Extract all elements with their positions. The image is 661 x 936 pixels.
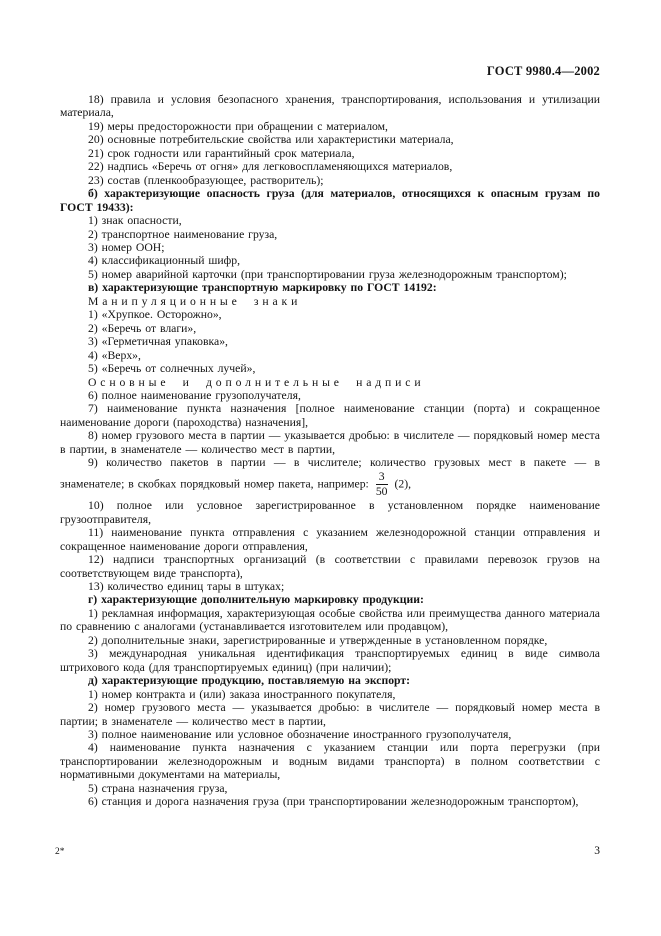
list-item: 8) номер грузового места в партии — указывается дробью: в числителе — порядковый номер места в партии, в знаменателе — количество мест в партии, bbox=[60, 429, 600, 456]
list-item-text: 9) количество пакетов в партии — в числителе; количество грузовых мест в пакете — в знаменателе; в скобках порядковый номер пакета, например: bbox=[60, 456, 600, 491]
list-item: 6) полное наименование грузополучателя, bbox=[88, 388, 301, 402]
list-item: 2) дополнительные знаки, зарегистрированные и утвержденные в установленном порядке, bbox=[88, 633, 548, 647]
list-item: 5) страна назначения груза, bbox=[88, 781, 228, 795]
fraction-denominator: 50 bbox=[375, 484, 388, 498]
list-item: 1) знак опасности, bbox=[88, 214, 182, 228]
list-heading: г) характеризующие дополнительную маркировку продукции: bbox=[88, 593, 424, 607]
fraction-numerator: 3 bbox=[376, 471, 388, 485]
list-item: 23) состав (пленкообразующее, растворитель); bbox=[88, 173, 324, 187]
list-item: 11) наименование пункта отправления с указанием железнодорожной станции отправления и сокращенное наименование дороги отправления, bbox=[60, 526, 600, 553]
list-heading: д) характеризующие продукцию, поставляемую на экспорт: bbox=[88, 674, 411, 688]
list-item: Манипуляционные знаки bbox=[88, 294, 302, 308]
list-item: 3) «Герметичная упаковка», bbox=[88, 335, 228, 349]
list-item: 6) станция и дорога назначения груза (при транспортировании железнодорожным транспортом), bbox=[88, 795, 579, 809]
list-item: 3) международная уникальная идентификация транспортируемых единиц в виде символа штрихового кода (для транспортируемых единиц) (при наличии); bbox=[60, 647, 600, 674]
list-item: 5) «Беречь от солнечных лучей», bbox=[88, 362, 256, 376]
list-item: 1) номер контракта и (или) заказа иностранного покупателя, bbox=[88, 687, 396, 701]
list-item: 20) основные потребительские свойства или характеристики материала, bbox=[88, 133, 454, 147]
footer-signature-mark: 2* bbox=[55, 847, 65, 857]
list-item-text: (2), bbox=[390, 477, 412, 491]
list-item: 21) срок годности или гарантийный срок материала, bbox=[88, 146, 355, 160]
list-item bbox=[60, 456, 600, 499]
list-item: 13) количество единиц тары в штуках; bbox=[88, 579, 285, 593]
list-item: 3) полное наименование или условное обозначение иностранного грузополучателя, bbox=[88, 727, 512, 741]
list-item: 19) меры предосторожности при обращении с материалом, bbox=[88, 119, 388, 133]
list-item: 4) наименование пункта назначения с указанием станции или порта перегрузки (при транспортировании железнодорожным и водным видами транспорта) в полном соответствии с нормативными документами на материалы, bbox=[60, 741, 600, 782]
footer-page-number: 3 bbox=[594, 845, 600, 857]
inline-fraction bbox=[376, 471, 388, 499]
list-item: 2) транспортное наименование груза, bbox=[88, 227, 278, 241]
list-item: 1) рекламная информация, характеризующая особые свойства или преимущества данного материала по сравнению с аналогами (устанавливается изготовителем или продавцом), bbox=[60, 606, 600, 634]
list-item: 2) «Беречь от влаги», bbox=[88, 321, 197, 335]
list-item: 12) надписи транспортных организаций (в соответствии с правилами перевозок грузов на соответствующем виде транспорта), bbox=[60, 553, 600, 580]
list-heading: в) характеризующие транспортную маркировку по ГОСТ 14192: bbox=[88, 281, 437, 295]
list-item: 4) классификационный шифр, bbox=[88, 254, 240, 268]
list-item: 1) «Хрупкое. Осторожно», bbox=[88, 308, 222, 322]
list-item: 10) полное или условное зарегистрированное в установленном порядке наименование грузоотправителя, bbox=[60, 499, 600, 526]
list-heading: б) характеризующие опасность груза (для материалов, относящихся к опасным грузам по ГОСТ 19433): bbox=[60, 187, 600, 214]
list-item: Основные и дополнительные надписи bbox=[88, 375, 425, 389]
document-body bbox=[60, 93, 600, 809]
list-item: 3) номер ООН; bbox=[88, 240, 165, 254]
list-item: 18) правила и условия безопасного хранения, транспортирования, использования и утилизации материала, bbox=[60, 93, 600, 120]
standard-number-header: ГОСТ 9980.4—2002 bbox=[486, 64, 600, 78]
list-item: 22) надпись «Беречь от огня» для легковоспламеняющихся материалов, bbox=[88, 160, 453, 174]
list-item: 4) «Верх», bbox=[88, 348, 141, 362]
list-item: 2) номер грузового места — указывается дробью: в числителе — порядковый номер места в партии; в знаменателе — количество мест в партии, bbox=[60, 701, 600, 728]
list-item: 5) номер аварийной карточки (при транспортировании груза железнодорожным транспортом); bbox=[88, 267, 567, 281]
list-item: 7) наименование пункта назначения [полное наименование станции (порта) и сокращенное наименование дороги (пароходства) назначения], bbox=[60, 402, 600, 429]
